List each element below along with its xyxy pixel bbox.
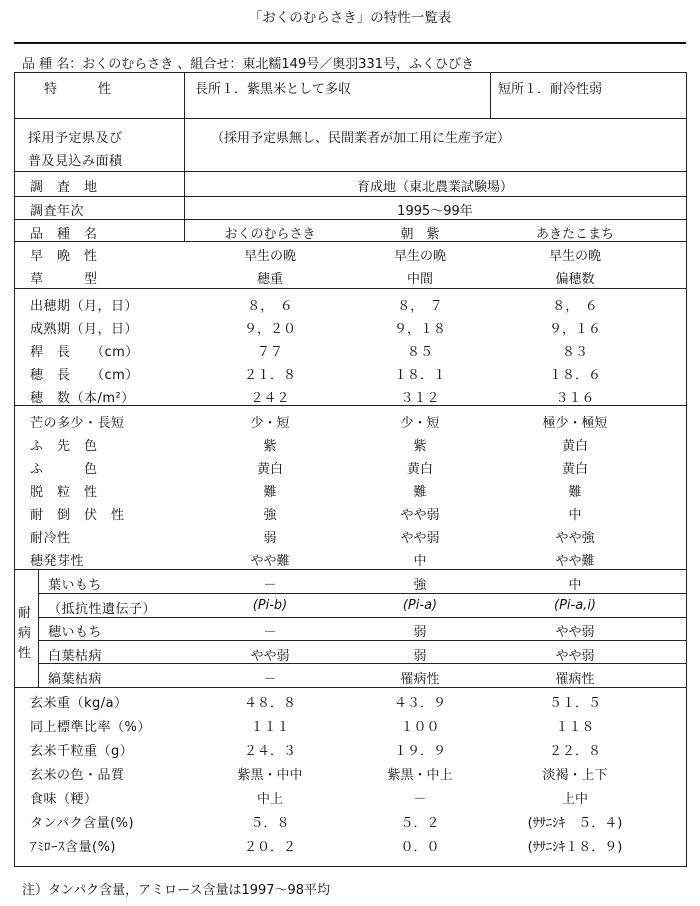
- cell-value: 難: [413, 485, 427, 500]
- row-label: タンパク含量(%): [30, 816, 135, 831]
- cell-value: 強: [413, 578, 427, 593]
- cell-value: 中: [413, 554, 427, 569]
- rule: [14, 241, 686, 242]
- adoption-label: 採用予定県及び: [28, 131, 123, 146]
- cell-value: 罹病性: [400, 672, 440, 687]
- cell-value: １８．６: [548, 368, 601, 383]
- page-title: 「おくのむらさき」の特性一覧表: [248, 10, 452, 26]
- row-label: 耐冷性: [30, 531, 71, 546]
- row-label: 脱 粒 性: [30, 485, 98, 500]
- row-label: ｱﾐﾛｰｽ含量(%): [30, 840, 116, 855]
- cell-value: 弱: [263, 531, 277, 546]
- cell-value: ５１．５: [548, 696, 601, 711]
- cell-value: 淡褐・上下: [542, 768, 608, 783]
- row-label: 穂いもち: [48, 625, 103, 640]
- cell-value: －: [263, 578, 277, 593]
- cell-value: 紫: [413, 439, 427, 454]
- rule: [14, 196, 686, 197]
- table-border-left: [14, 72, 15, 867]
- cell-value: 偏穂数: [555, 272, 595, 287]
- weakness-text: 短所１．耐冷性弱: [498, 82, 603, 97]
- row-label: 玄米千粒重（g）: [30, 744, 134, 759]
- cell-value: ３１２: [400, 391, 440, 406]
- cell-value: 早生の晩: [243, 249, 296, 264]
- cell-value: 黄白: [561, 439, 588, 454]
- cell-value: ４８．８: [243, 696, 296, 711]
- cell-value: やや難: [555, 554, 595, 569]
- row-label: 玄米重（kg/a）: [30, 696, 128, 711]
- cell-value: 早生の晩: [548, 249, 601, 264]
- rule: [38, 663, 686, 664]
- row-label: 草 型: [30, 272, 98, 287]
- cell-value: 極少・極短: [542, 416, 608, 431]
- cell-value: (Pi-b): [252, 598, 288, 613]
- cell-value: ７７: [256, 345, 283, 360]
- row-label: 穂 数（本/m²）: [30, 391, 135, 406]
- cell-value: ８， ６: [247, 299, 293, 314]
- variety-name: あきたこまち: [535, 227, 614, 242]
- row-label: 穂 長 （cm）: [30, 368, 139, 383]
- cell-value: ８５: [406, 345, 433, 360]
- cell-value: やや弱: [400, 531, 440, 546]
- cell-value: １００: [400, 720, 440, 735]
- cell-value: 強: [263, 508, 277, 523]
- disease-group-char: 性: [18, 646, 32, 661]
- cell-value: (Pi-a): [402, 598, 438, 613]
- cell-value: 難: [263, 485, 277, 500]
- rule: [14, 288, 686, 289]
- cell-value: ５．２: [400, 816, 440, 831]
- cell-value: やや弱: [555, 649, 595, 664]
- bottom-rule: [14, 866, 686, 867]
- rule: [14, 687, 686, 688]
- rule: [14, 219, 686, 220]
- cell-value: 中間: [406, 272, 433, 287]
- cell-value: ８， ６: [552, 299, 598, 314]
- cell-value: ４３．９: [393, 696, 446, 711]
- cell-value: ８３: [561, 345, 588, 360]
- variety-label: 品 種 名: [30, 227, 98, 242]
- cell-value: ２１．８: [243, 368, 296, 383]
- cell-value: ８， ７: [397, 299, 443, 314]
- cell-value: ２４２: [250, 391, 290, 406]
- cell-value: 紫: [263, 439, 277, 454]
- variety-name: おくのむらさき: [224, 227, 316, 242]
- cell-value: (ｻｻﾆｼｷ１８．９): [527, 840, 623, 855]
- cell-value: 紫黒・中上: [387, 768, 453, 783]
- cell-value: 黄白: [406, 462, 433, 477]
- cell-value: －: [413, 792, 427, 807]
- cell-value: ５．８: [250, 816, 290, 831]
- adoption-label: 普及見込み面積: [28, 154, 123, 169]
- rule: [38, 617, 686, 618]
- site-value: 育成地（東北農業試験場）: [356, 180, 513, 195]
- cell-value: 上中: [561, 792, 588, 807]
- cell-value: 紫黒・中中: [237, 768, 303, 783]
- table-border-right: [686, 72, 687, 867]
- cell-value: やや難: [250, 554, 290, 569]
- footnote: 注）タンパク含量，アミロース含量は1997～98平均: [22, 883, 331, 898]
- column-divider: [184, 72, 185, 118]
- rule: [14, 72, 686, 73]
- cell-value: ９，１８: [393, 322, 446, 337]
- cell-value: 少・短: [250, 416, 290, 431]
- row-label: 穂発芽性: [30, 554, 85, 569]
- disease-divider: [38, 569, 39, 687]
- variety-name: 朝 紫: [400, 227, 440, 242]
- disease-group-char: 耐: [18, 606, 32, 621]
- row-label: 同上標準比率（%）: [30, 720, 151, 735]
- cell-value: ３１６: [555, 391, 595, 406]
- rule: [14, 569, 686, 570]
- column-divider: [184, 118, 185, 241]
- row-label: 耐 倒 伏 性: [30, 508, 125, 523]
- rule: [38, 640, 686, 641]
- row-label: ふ 色: [30, 462, 98, 477]
- cell-value: １８．１: [393, 368, 446, 383]
- years-value: 1995～99年: [397, 204, 473, 219]
- cell-value: 罹病性: [555, 672, 595, 687]
- row-label: 葉いもち: [48, 578, 103, 593]
- cell-value: やや弱: [250, 649, 290, 664]
- cell-value: 弱: [413, 649, 427, 664]
- cell-value: 黄白: [561, 462, 588, 477]
- cell-value: やや弱: [400, 508, 440, 523]
- cell-value: ２４．３: [243, 744, 296, 759]
- rule: [14, 405, 686, 406]
- traits-header: 特 性: [44, 82, 112, 97]
- cell-value: 弱: [413, 625, 427, 640]
- row-label: 白葉枯病: [48, 649, 103, 664]
- years-label: 調査年次: [30, 204, 85, 219]
- cell-value: 穂重: [256, 272, 283, 287]
- row-label: 玄米の色・品質: [30, 768, 125, 783]
- cell-value: 難: [568, 485, 582, 500]
- cell-value: 少・短: [400, 416, 440, 431]
- cell-value: －: [263, 672, 277, 687]
- row-label: 縞葉枯病: [48, 672, 103, 687]
- row-label: （抵抗性遺伝子）: [48, 602, 157, 617]
- cell-value: ２２．８: [548, 744, 601, 759]
- row-label: 成熟期（月，日）: [30, 322, 139, 337]
- cell-value: －: [263, 625, 277, 640]
- strength-text: 長所１．紫黒米として多収: [195, 82, 352, 97]
- variety-line: 品 種 名：おくのむらさき 、組合せ：東北糯149号／奥羽331号，ふくひびき: [22, 57, 475, 72]
- site-label: 調 査 地: [30, 180, 98, 195]
- row-label: 芒の多少・長短: [30, 416, 125, 431]
- cell-value: １１８: [555, 720, 595, 735]
- cell-value: 中: [568, 578, 582, 593]
- cell-value: １９．９: [393, 744, 446, 759]
- rule: [14, 171, 686, 172]
- cell-value: ９，２０: [243, 322, 296, 337]
- top-rule: [14, 42, 686, 44]
- cell-value: 黄白: [256, 462, 283, 477]
- cell-value: やや弱: [555, 625, 595, 640]
- row-label: 出穂期（月，日）: [30, 299, 139, 314]
- cell-value: 早生の晩: [393, 249, 446, 264]
- cell-value: 中上: [256, 792, 283, 807]
- row-label: 早 晩 性: [30, 249, 98, 264]
- adoption-value: （採用予定県無し、民間業者が加工用に生産予定）: [211, 131, 511, 146]
- cell-value: ９，１６: [548, 322, 601, 337]
- rule: [14, 118, 686, 119]
- rule: [38, 593, 686, 594]
- cell-value: ２０．２: [243, 840, 296, 855]
- cell-value: やや強: [555, 531, 595, 546]
- disease-group-char: 病: [18, 626, 32, 641]
- cell-value: １１１: [250, 720, 290, 735]
- row-label: 稈 長 （cm）: [30, 345, 139, 360]
- row-label: ふ 先 色: [30, 439, 98, 454]
- row-label: 食味（粳）: [30, 792, 98, 807]
- cell-value: (ｻｻﾆｼｷ ５．４): [527, 816, 623, 831]
- cell-value: 中: [568, 508, 582, 523]
- cell-value: ０．０: [400, 840, 440, 855]
- column-divider: [490, 72, 491, 118]
- cell-value: (Pi-a,i): [554, 598, 596, 613]
